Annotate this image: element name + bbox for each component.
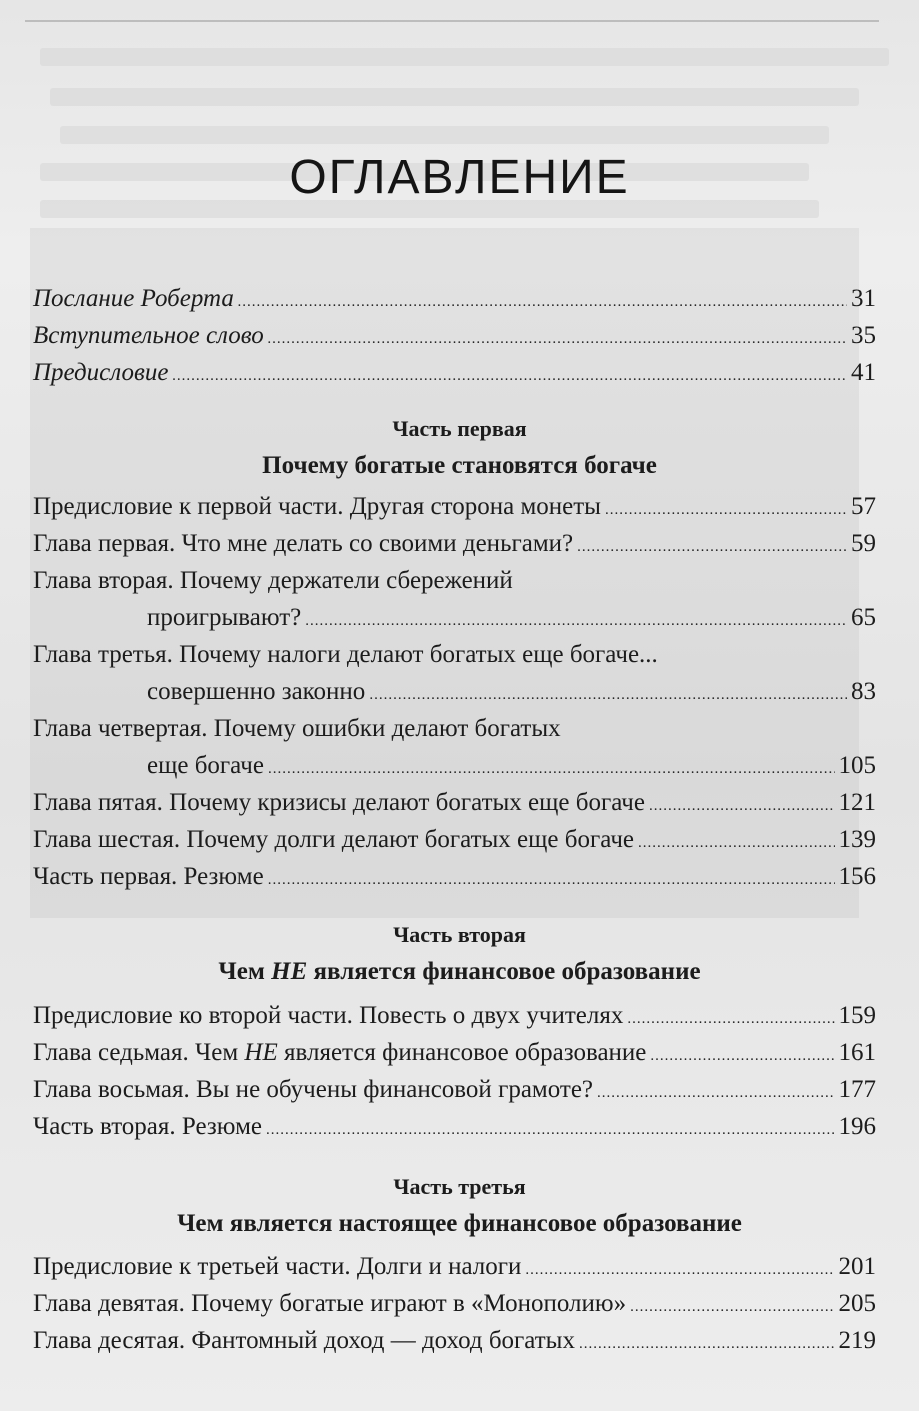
toc-entry-title-continued: совершенно законно [147, 678, 366, 705]
toc-entry-page: 121 [838, 789, 876, 816]
toc-entry [33, 1248, 876, 1285]
toc-entry-title: Глава третья. Почему налоги делают богатых еще богаче... [33, 641, 658, 668]
toc-entry [33, 280, 876, 317]
toc-entry [33, 1285, 876, 1322]
toc-entry-page: 59 [851, 530, 876, 557]
dot-leader [650, 1038, 834, 1075]
toc-entry [33, 354, 876, 391]
dot-leader [268, 321, 847, 358]
dot-leader [238, 284, 847, 321]
toc-entry-page: 201 [838, 1253, 876, 1280]
toc-entry-title: Глава четвертая. Почему ошибки делают богатых [33, 715, 561, 742]
toc-entry-title: Глава пятая. Почему кризисы делают богатых еще богаче [33, 789, 645, 816]
toc-entry-page: 219 [838, 1327, 876, 1354]
toc-entry-page: 105 [838, 752, 876, 779]
toc-entry-page: 196 [838, 1113, 876, 1140]
part-heading [0, 412, 919, 486]
toc-entry-title: Предисловие к первой части. Другая сторона монеты [33, 493, 601, 520]
dot-leader [266, 1112, 834, 1149]
toc-entry-page: 161 [838, 1039, 876, 1066]
toc-entry [33, 525, 876, 562]
toc-entry-title: Глава восьмая. Вы не обучены финансовой грамоте? [33, 1076, 594, 1103]
toc-part-1 [33, 488, 876, 895]
toc-entry-page: 57 [851, 493, 876, 520]
toc-part-2 [33, 997, 876, 1145]
toc-intro [33, 280, 876, 391]
part-title: Почему богатые становятся богаче [262, 452, 657, 479]
part-title: Чем является настоящее финансовое образование [177, 1210, 742, 1237]
toc-entry-title: Глава седьмая. Чем НЕ является финансовое образование [33, 1039, 647, 1066]
toc-entry-title: Послание Роберта [33, 285, 234, 312]
dot-leader [605, 492, 847, 529]
part-number: Часть вторая [393, 922, 526, 947]
toc-entry [33, 1034, 876, 1071]
toc-entry-title: Часть первая. Резюме [33, 863, 264, 890]
toc-entry [33, 1322, 876, 1359]
toc-entry [33, 710, 876, 784]
dot-leader [172, 358, 847, 395]
toc-entry-title: Предисловие к третьей части. Долги и налоги [33, 1253, 522, 1280]
dot-leader [630, 1289, 834, 1326]
toc-entry-page: 177 [838, 1076, 876, 1103]
toc-entry-page: 139 [838, 826, 876, 853]
toc-entry [33, 488, 876, 525]
dot-leader [597, 1075, 834, 1112]
toc-entry-title: Глава девятая. Почему богатые играют в «Монополию» [33, 1290, 627, 1317]
toc-entry-title-continued: проигрывают? [147, 604, 302, 631]
toc-entry-page: 35 [851, 322, 876, 349]
toc-entry-title: Глава десятая. Фантомный доход — доход богатых [33, 1327, 575, 1354]
toc-part-3 [33, 1248, 876, 1359]
toc-entry [33, 317, 876, 354]
toc-entry [33, 784, 876, 821]
dot-leader [579, 1326, 835, 1363]
part-heading [0, 1170, 919, 1244]
toc-entry [33, 997, 876, 1034]
page-title: ОГЛАВЛЕНИЕ [289, 151, 630, 204]
toc-entry-page: 205 [838, 1290, 876, 1317]
toc-entry-page: 41 [851, 359, 876, 386]
dot-leader [638, 825, 835, 862]
part-heading [0, 918, 919, 992]
dot-leader [525, 1252, 834, 1289]
dot-leader [268, 751, 835, 788]
toc-entry-title: Вступительное слово [33, 322, 264, 349]
part-title: Чем НЕ является финансовое образование [218, 958, 701, 985]
toc-entry [33, 562, 876, 636]
toc-entry [33, 858, 876, 895]
toc-entry-title: Глава шестая. Почему долги делают богатых еще богаче [33, 826, 634, 853]
toc-entry-page: 83 [851, 678, 876, 705]
toc-entry-title: Часть вторая. Резюме [33, 1113, 263, 1140]
toc-entry-title: Предисловие ко второй части. Повесть о двух учителях [33, 1002, 624, 1029]
toc-entry [33, 636, 876, 710]
dot-leader [649, 788, 835, 825]
part-number: Часть третья [393, 1174, 526, 1199]
toc-entry [33, 821, 876, 858]
dot-leader [627, 1001, 834, 1038]
toc-entry [33, 1108, 876, 1145]
toc-entry-page: 156 [838, 863, 876, 890]
toc-entry-title-continued: еще богаче [147, 752, 264, 779]
dot-leader [268, 862, 835, 899]
part-number: Часть первая [392, 416, 527, 441]
toc-entry-page: 31 [851, 285, 876, 312]
dot-leader [305, 603, 847, 640]
dot-leader [369, 677, 847, 714]
toc-entry [33, 1071, 876, 1108]
toc-entry-page: 159 [838, 1002, 876, 1029]
dot-leader [577, 529, 847, 566]
toc-entry-title: Глава первая. Что мне делать со своими деньгами? [33, 530, 574, 557]
toc-entry-title: Предисловие [33, 359, 169, 386]
toc-entry-title: Глава вторая. Почему держатели сбережений [33, 567, 513, 594]
toc-entry-page: 65 [851, 604, 876, 631]
